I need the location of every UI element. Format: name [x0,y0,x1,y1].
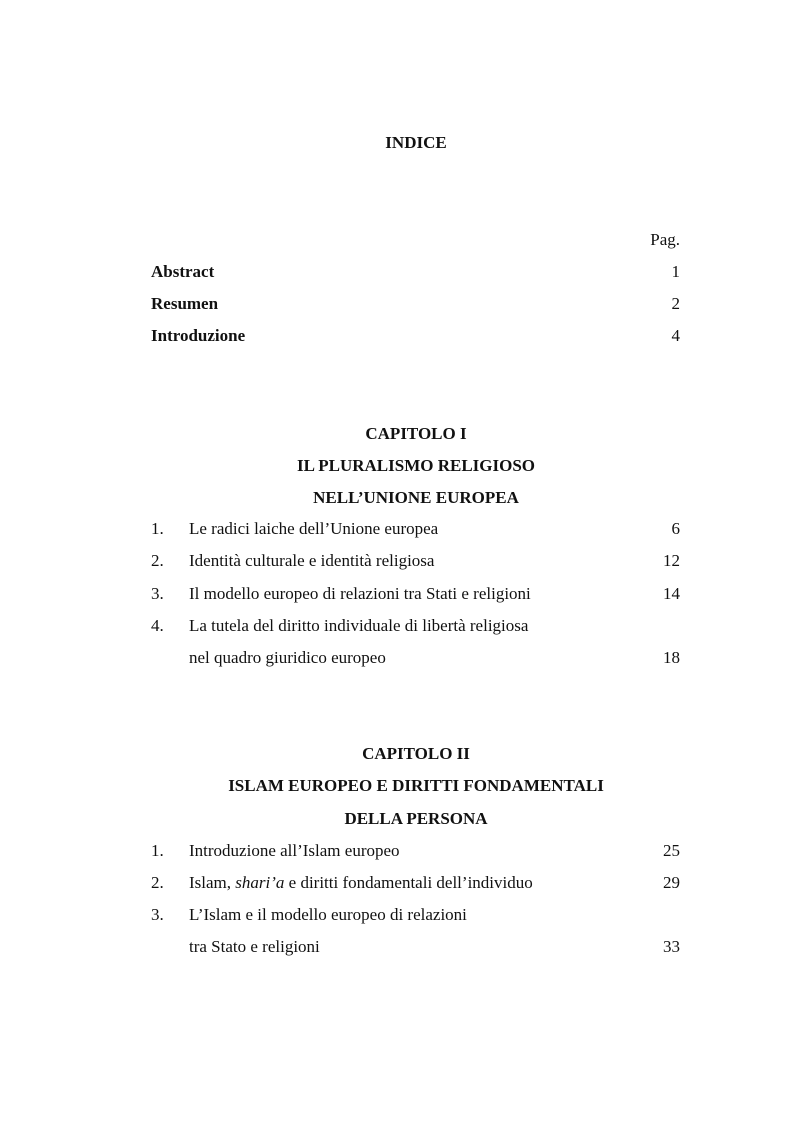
chapter-2-title-line2: DELLA PERSONA [344,809,488,828]
toc-resumen-label[interactable]: Resumen [151,294,219,313]
chapter-2-title-line1: ISLAM EUROPEO E DIRITTI FONDAMENTALI [228,776,604,795]
chapter-1-item-1-number: 1. [151,519,164,538]
chapter-2-item-1-page: 25 [663,841,680,860]
chapter-1-item-4-text[interactable]: La tutela del diritto individuale di libertà religiosa [189,616,529,635]
chapter-1-item-4-page: 18 [663,648,680,667]
chapter-2-item-3-number: 3. [151,905,164,924]
toc-introduzione-label[interactable]: Introduzione [151,326,246,345]
chapter-1-item-3-number: 3. [151,584,164,603]
chapter-1-item-3-text[interactable]: Il modello europeo di relazioni tra Stati e religioni [189,584,531,603]
chapter-1-item-2-number: 2. [151,551,164,570]
chapter-1-item-2-text[interactable]: Identità culturale e identità religiosa [189,551,435,570]
chapter-1-item-1-page: 6 [671,519,680,538]
page-column-header: Pag. [650,230,680,249]
chapter-2-item-3-text[interactable]: L’Islam e il modello europeo di relazioni [189,905,467,924]
toc-resumen-page: 2 [671,294,680,313]
toc-abstract-page: 1 [671,262,680,281]
chapter-2-item-2-text-before: Islam, [189,873,236,892]
chapter-2-item-1-number: 1. [151,841,164,860]
toc-introduzione-page: 4 [671,326,680,345]
chapter-1-item-3-page: 14 [663,584,680,603]
chapter-1-item-4-number: 4. [151,616,164,635]
chapter-2-item-2-text[interactable] [189,873,533,893]
chapter-2-item-3-page: 33 [663,937,680,956]
chapter-2-item-2-text-italic: shari’a [235,873,285,892]
chapter-2-item-1-text[interactable]: Introduzione all’Islam europeo [189,841,400,860]
chapter-2-number: CAPITOLO II [362,744,470,763]
chapter-2-item-2-text-after: e diritti fondamentali dell’individuo [284,873,533,892]
chapter-1-title-line2: NELL’UNIONE EUROPEA [313,488,519,507]
chapter-1-item-2-page: 12 [663,551,680,570]
page-title: INDICE [385,133,447,152]
toc-abstract-label[interactable]: Abstract [151,262,215,281]
chapter-1-number: CAPITOLO I [365,424,467,443]
chapter-2-item-2-number: 2. [151,873,164,892]
chapter-2-item-3-text-line2[interactable]: tra Stato e religioni [189,937,320,956]
chapter-2-item-2-page: 29 [663,873,680,892]
chapter-1-item-1-text[interactable]: Le radici laiche dell’Unione europea [189,519,439,538]
chapter-1-title-line1: IL PLURALISMO RELIGIOSO [296,456,536,475]
chapter-1-item-4-text-line2[interactable]: nel quadro giuridico europeo [189,648,386,667]
